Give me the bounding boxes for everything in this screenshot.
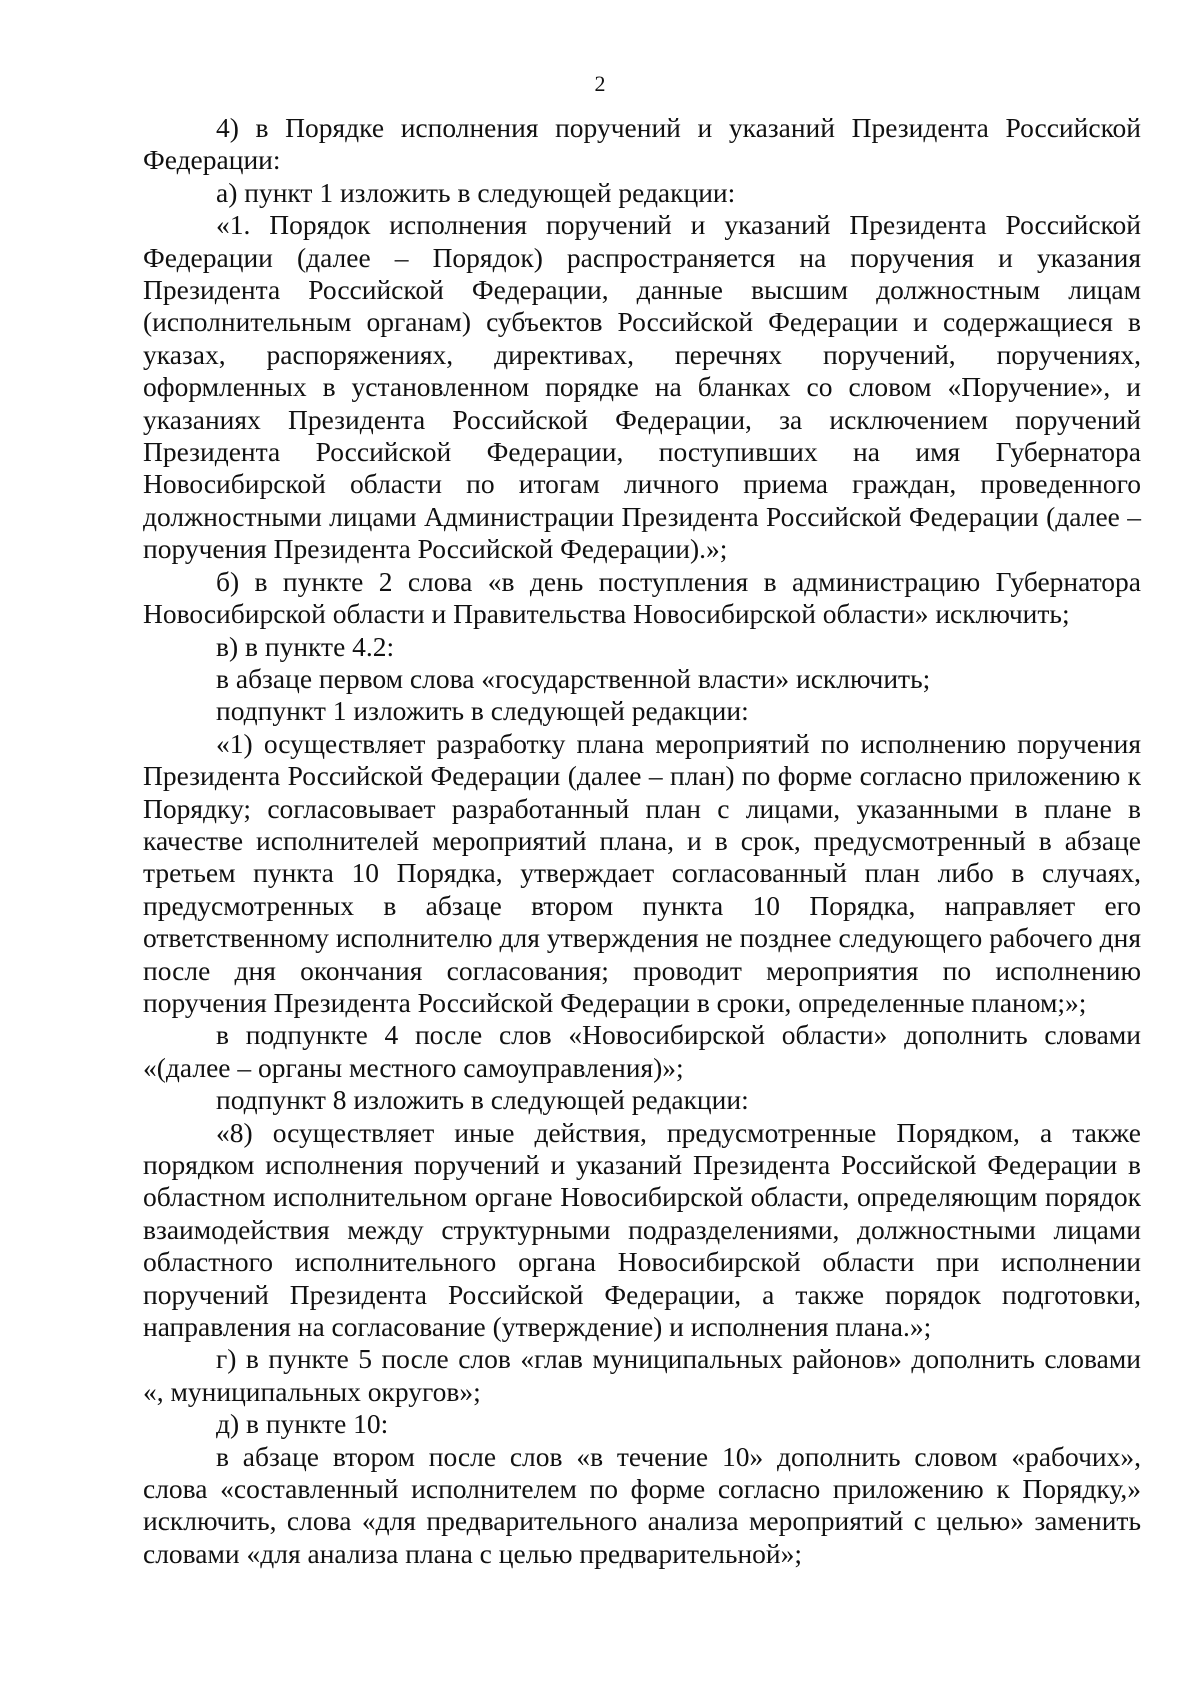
paragraph: подпункт 1 изложить в следующей редакции: [216,695,749,727]
paragraph: в подпункте 4 после слов «Новосибирской области» дополнить словами «(далее – органы местного самоуправления)»; [143,1019,1141,1083]
paragraph: в абзаце первом слова «государственной власти» исключить; [216,662,931,694]
paragraph: «1. Порядок исполнения поручений и указаний Президента Российской Федерации (далее – Порядок) распространяется на поручения и указания Президента Российской Федерации, данные высшим должностным лицам (исполнительным органам) субъектов Российской Федерации и содержащиеся в указах, распоряжениях, директивах, перечнях поручений, поручениях, оформленных в установленном порядке на бланках со словом «Поручение», и указаниях Президента Российской Федерации, за исключением поручений Президента Российской Федерации, поступивших на имя Губернатора Новосибирской области по итогам личного приема граждан, проведенного должностными лицами Администрации Президента Российской Федерации (далее – поручения Президента Российской Федерации).»; [143,209,1141,565]
paragraph: б) в пункте 2 слова «в день поступления в администрацию Губернатора Новосибирской области и Правительства Новосибирской области» исключить; [143,565,1141,630]
paragraph: «8) осуществляет иные действия, предусмотренные Порядком, а также порядком исполнения поручений и указаний Президента Российской Федерации в областном исполнительном органе Новосибирской области, определяющим порядок взаимодействия между структурными подразделениями, должностными лицами областного исполнительного органа Новосибирской области при исполнении поручений Президента Российской Федерации, а также порядок подготовки, направления на согласование (утверждение) и исполнения плана.»; [143,1116,1141,1343]
paragraph: а) пункт 1 изложить в следующей редакции: [216,176,736,208]
page-number: 2 [594,71,606,96]
paragraph: г) в пункте 5 после слов «глав муниципальных районов» дополнить словами «, муниципальных округов»; [143,1343,1141,1407]
paragraph: в абзаце втором после слов «в течение 10» дополнить словом «рабочих», слова «составленный исполнителем по форме согласно приложению к Порядку,» исключить, слова «для предварительного анализа мероприятий с целью» заменить словами «для анализа плана с целью предварительной»; [143,1440,1141,1569]
document-body [143,112,1141,1570]
paragraph: д) в пункте 10: [216,1408,389,1440]
paragraph: «1) осуществляет разработку плана мероприятий по исполнению поручения Президента Российской Федерации (далее – план) по форме согласно приложению к Порядку; согласовывает разработанный план с лицами, указанными в плане в качестве исполнителей мероприятий плана, и в срок, предусмотренный в абзаце третьем пункта 10 Порядка, утверждает согласованный план либо в случаях, предусмотренных в абзаце втором пункта 10 Порядка, направляет его ответственному исполнителю для утверждения не позднее следующего рабочего дня после дня окончания согласования; проводит мероприятия по исполнению поручения Президента Российской Федерации в сроки, определенные планом;»; [143,727,1141,1018]
paragraph: 4) в Порядке исполнения поручений и указаний Президента Российской Федерации: [143,112,1141,176]
paragraph: подпункт 8 изложить в следующей редакции: [216,1084,749,1116]
paragraph: в) в пункте 4.2: [216,630,395,662]
